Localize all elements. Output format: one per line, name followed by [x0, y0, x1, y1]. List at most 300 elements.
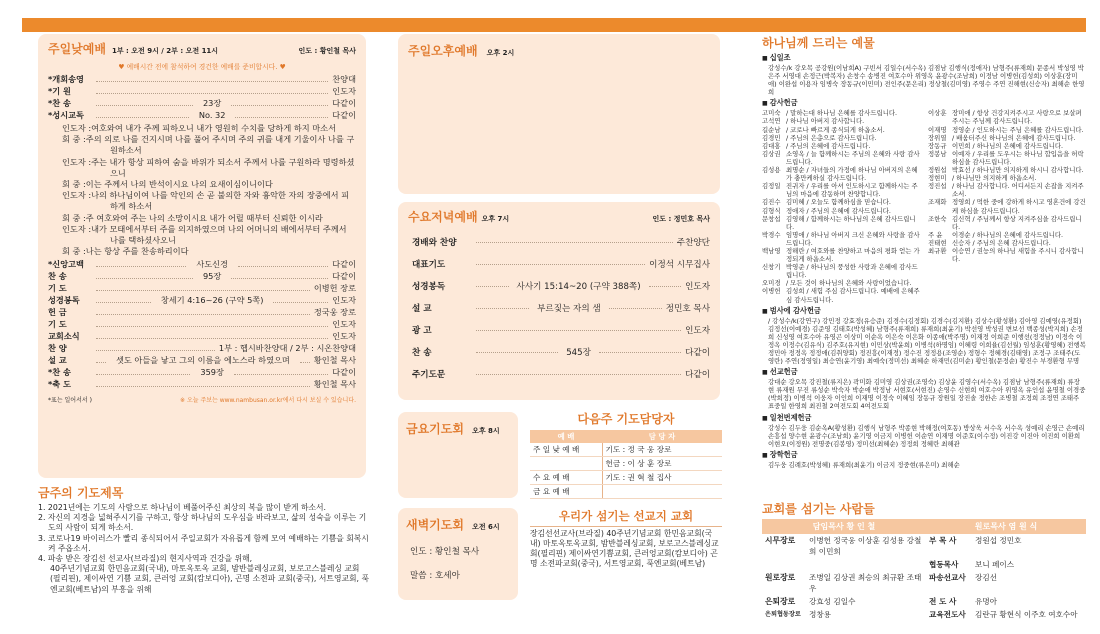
reading-line	[62, 134, 356, 156]
servers-row	[762, 534, 1086, 558]
item-person: 다같이	[685, 370, 710, 380]
leader-dots	[96, 350, 215, 351]
afternoon-service-time: 오후 2시	[486, 49, 515, 57]
thanks-message: 신승자 / 주님의 은혜 감사드립니다.	[952, 238, 1051, 247]
donor-name: 이재명	[928, 125, 947, 134]
donor-name: 정원섭	[928, 166, 947, 175]
thanks-message: / 말하는대 하나님 은혜를 감사드립니다.	[786, 109, 898, 118]
thanks-entry	[762, 215, 922, 231]
duty-service: 금 요 예 배	[530, 485, 602, 499]
role-label: 교육전도사	[929, 610, 966, 619]
role-names: 보니 페이스	[975, 560, 1015, 569]
reader-role: 회 중 :	[62, 246, 86, 257]
role-label	[762, 558, 806, 571]
item-label: 설 교	[412, 304, 432, 314]
offering-names: 강성수 김두웅 김순옥A(황성환) 김행식 남형주 박종현 박해정(여호동) 방상욱 서수옥 서수옥 성예리 손영근 손예리 손흥섭 양수현 윤광수(조남희) 윤기영 이금지 이병헌 이순연 이재명 이준호(이수정) 이진강 이진아 이진희 이환희 이현오(이정원) 전명중(김봉영) 정미선(최혜순) 정정희 정혜란 최해관	[768, 423, 1085, 448]
thanks-entry	[762, 166, 922, 182]
item-label: *축 도	[48, 379, 71, 390]
leader-dots	[96, 386, 310, 387]
thanks-entry	[762, 150, 922, 166]
donor-name: 길순남	[762, 125, 781, 134]
thanks-entry	[762, 126, 922, 134]
leader-dots	[231, 278, 328, 279]
role-names	[806, 558, 926, 571]
prayer-topics-section	[38, 484, 370, 595]
order-row	[48, 74, 356, 86]
item-person: 다같이	[332, 110, 356, 120]
item-person: 다같이	[332, 98, 356, 108]
thanks-message: / 모든 것이 하나님의 은혜와 사랑이었습니다.	[786, 279, 912, 288]
order-row	[48, 319, 356, 331]
dawn-prayer-panel	[398, 508, 518, 600]
leader-dots	[96, 117, 189, 118]
thanks-entry	[928, 126, 1086, 134]
duty-service: 수 요 예 배	[530, 471, 602, 485]
item-person: 인도자	[332, 331, 356, 342]
prayer-topic-item: 40주년기념교회 한민음교회(국내), 마토옥토옥 교회, 밤반블레싱교회, 보로고스블레싱 교회(필리핀), 제이싸연 기쁨 교회, 큰러엉 교회(캄보디아), 곤명 소전파 교회(중국), 서트영교회, 푹엔교회(베트남)의 부흥을 위해	[50, 564, 370, 594]
thanks-message: 임명애 / 하나님 아버지 크신 은혜와 사랑을 감사드립니다.	[786, 230, 920, 247]
donor-name: 김진수	[762, 198, 781, 207]
item-label: 헌 금	[48, 307, 67, 318]
prayer-topics-title: 금주의 기도제목	[38, 486, 124, 500]
duty-table	[530, 430, 722, 499]
donor-name: 고석연	[762, 117, 781, 126]
thanks-message: 이경순 / 하나님의 은혜에 감사드립니다.	[952, 230, 1064, 239]
prayer-topic-item: 4. 파송 받은 장김선 선교사(브라질)의 현지사역과 건강을 위해,	[38, 554, 253, 564]
morning-notice: ♥ 예배시간 전에 참석하여 경건한 예배를 준비합시다. ♥	[118, 63, 286, 71]
item-detail: 셋도 아들을 낳고 그의 이름을 에노스라 하였으며	[116, 355, 290, 366]
leader-dots	[476, 264, 645, 265]
donor-name: 이병헌	[762, 287, 781, 296]
wednesday-order-row	[412, 231, 710, 253]
offering-names: 강성수/k 강오목 공강원(이남희A) 구빈서 김일수(서수옥) 김점남 김행식(정애자) 남형주(류재희) 문종서 박성영 박은주 서영대 손정근(박복자) 손창수 송병진 여호수아 위영옥 윤광수(조남희) 이정남 이병헌(김성희) 이상훈(장미애) 이완섭 이용자 임병숙 장동규(이민미) 전인주(문은리) 정상철(김미영) 주영수 주연 진해현(신승자) 최해순 한영희	[768, 64, 1085, 97]
reading-text: 주는 내가 항상 피하여 숨을 바위가 되소서 주께서 나를 구원하라 명령하셨으니	[91, 156, 355, 178]
donor-name: 정봉남	[928, 149, 947, 158]
leader-dots	[238, 266, 328, 267]
role-names: 김란규 황현식 이주호 여호수아	[975, 610, 1078, 619]
item-label: *기 원	[48, 86, 71, 96]
morning-service-title: 주일낮예배	[48, 42, 106, 56]
role-label: 원로장로	[765, 573, 796, 582]
order-row	[48, 110, 356, 122]
role-names: 정원섭 정민호	[975, 536, 1022, 545]
leader-dots	[599, 352, 681, 353]
item-detail: 창세기 4:16~26 (구약 5쪽)	[160, 295, 264, 306]
mission-churches-title: 우리가 섬기는 선교지 교회	[530, 508, 722, 527]
thanks-message: 최명순 / 자녀들의 가정에 하나님 아버지의 은혜가 충만케하실 감사드립니다.	[786, 166, 918, 183]
prayer-topics-list	[38, 503, 370, 595]
role-label: 은퇴장로	[765, 597, 796, 606]
duty-person: 기도 : 정 국 웅 장로	[602, 443, 722, 457]
prayer-topic-item: 3. 코로나19 바이러스가 빨리 종식되어서 주일교회가 자유롭게 함께 모여 예배하는 기쁨을 회복시켜 주옵소서.	[38, 533, 369, 553]
order-row	[48, 355, 356, 367]
thanks-message: 정영순 / 인도하시는 주님 은혜를 감사드립니다.	[952, 125, 1084, 134]
item-label: 설 교	[48, 355, 67, 366]
offering-names: 강대순 강오목 강진철(류지은) 곽미화 김미영 김상권(조영숙) 김상윤 김영수(서수옥) 김점남 남형주(류재희) 류장현 류재원 무진 류성순 박숙자 박순애 박정남 서현호(서현진) 손영수 신현희 여호수아 위영옥 유인섭 윤명철 이경중(박희정) 이병석 이웅자 이인희 이재명 이정숙 이혜임 장동규 장원일 장진솔 정한손 조병철 조정희 조정연 조태주 표중일 한영희 최진철 2여전도회 4여전도회	[768, 378, 1086, 411]
role-label: 시무장로	[765, 536, 796, 545]
donor-name: 장동규	[928, 141, 947, 150]
reading-line	[62, 179, 356, 190]
thanks-message: 정영희 / 먹한 중에 강하게 하시고 영혼건에 강건케 하심을 감사드립니다.	[952, 198, 1086, 215]
prayer-topic-item: 1. 2021년에는 기도의 사람으로 하나님이 베풀어주신 최상의 복을 많이 받게 하소서.	[38, 503, 327, 512]
dawn-prayer-scripture: 말씀 : 호세아	[410, 571, 460, 581]
thanks-entry	[928, 150, 1086, 166]
donor-name: 조재화	[928, 198, 947, 207]
leader-dots	[96, 266, 186, 267]
morning-service-panel	[38, 34, 366, 478]
role-label: 파송선교사	[929, 573, 966, 582]
wednesday-order-row	[412, 319, 710, 341]
duty-service: 주 일 낮 예 배	[530, 443, 602, 457]
order-of-worship-top	[48, 74, 356, 122]
role-names: 유명아	[975, 597, 998, 606]
donor-name: 김대홍	[762, 141, 781, 150]
donor-name: 주 윤	[928, 230, 943, 239]
duty-row	[530, 443, 722, 457]
wednesday-order-row	[412, 253, 710, 275]
reader-role: 회 중 :	[62, 179, 86, 190]
duty-row	[530, 485, 722, 499]
standing-note: *표는 일어서서 )	[48, 397, 92, 405]
offering-heading: ■ 십일조	[762, 53, 1086, 63]
donor-name: 문창섭	[762, 214, 781, 223]
item-person: 인도자	[332, 86, 356, 96]
reading-text: 주 여호와여 주는 나의 소망이시요 내가 어릴 때부터 신뢰한 이시라	[85, 212, 323, 223]
thanks-message: 장미애 / 항상 건강지켜주시고 사랑으로 보살펴 주시는 주님께 감사드립니다.	[952, 109, 1082, 126]
item-label: *개회송영	[48, 74, 84, 84]
leader-dots	[300, 362, 310, 363]
reading-line	[62, 246, 356, 257]
prayer-topic-item: 2. 자신의 지경을 넓혀주시기를 구하고, 항상 하나님의 도우심을 바라보고, 삶의 성숙을 이루는 기도의 사람이 되게 하소서.	[38, 513, 367, 533]
duty-person: 헌금 : 이 상 훈 장로	[602, 457, 722, 471]
order-row	[48, 367, 356, 379]
order-row	[48, 331, 356, 343]
offering-names: / 강성수/k(강연구) 강민정 강효정(유승준) 김경수(김정회) 김경수(김지환) 김상수(황성환) 김아영 김예영(유정회) 김정선(이예경) 김준영 김태호(박성혜) 남형주(류재희) 류재희(최윤기) 박선영 박성권 변보선 백종성(박지희) 손정희 신성영 여호수아 유영곤 이상미 이순옥 이은숙 이은화 이종애(박주명) 이재정 이희준 이행선(정정남) 이정숙 이정옥 이정수(김유식) 김주호(유지현) 이민상(박윤희) 이병석(하명임) 이혜령 이희율(김선월) 임성훈(황영혜) 전행복 정민아 정정옥 정정애(김취양회) 정진흥(이재정) 정수진 정정용(조영순) 정형수 정혜경(김태영) 조정구 조태주(도영란) 주연(정영일) 최승연(윤기영) 최예숙(정미선) 최혜순 하재민(김미순) 황인철(문정순) 황진수 부경환형 무명	[768, 316, 1086, 366]
wednesday-order-row	[412, 297, 710, 319]
role-names: 조병일 김상권 최승의 최규환 조태우	[809, 573, 922, 593]
item-label: *성시교독	[48, 110, 84, 120]
wednesday-service-title: 수요저녁예배	[408, 210, 478, 224]
role-names: 강효성 김일수	[809, 597, 856, 606]
thanks-entry	[762, 263, 922, 279]
servers-table	[762, 519, 1086, 621]
thanks-entry	[928, 239, 1086, 247]
donor-name: 박경수	[762, 230, 781, 239]
dawn-prayer-title: 새벽기도회	[406, 518, 464, 532]
thanks-entry	[762, 142, 922, 150]
item-label: 대표기도	[412, 260, 446, 270]
item-person: 인도자	[332, 295, 356, 306]
wednesday-service-leader: 인도 : 정민호 목사	[652, 215, 710, 223]
thanks-entry	[928, 247, 1086, 263]
thanks-message: / 주님의 은총으로 감사드립니다.	[786, 133, 877, 142]
item-detail: 사도신경	[196, 259, 228, 270]
thanks-entry	[762, 287, 922, 303]
wednesday-service-time: 오후 7시	[481, 215, 510, 223]
order-row	[48, 259, 356, 271]
reader-role: 인도자 :	[62, 156, 92, 167]
thanks-message: 박영준 / 하나님의 풍성한 사랑과 은혜에 감사드립니다.	[786, 263, 918, 280]
item-detail: No. 32	[198, 110, 226, 120]
role-names: 이병헌 정국웅 이상훈 김성용 강철희 이민희	[809, 536, 922, 556]
church-servers-title: 교회를 섬기는 사람들	[762, 502, 875, 516]
item-person: 정민호 목사	[665, 304, 711, 314]
website-note: ※ 오늘 주보는 www.nambusan.or.kr에서 다시 보실 수 있습니다.	[180, 397, 356, 405]
thanks-message: 김미혜 / 오늘도 함께하심을 믿습니다.	[786, 198, 891, 207]
donor-name: 김정일	[762, 182, 781, 191]
afternoon-service-title: 주일오후예배	[408, 44, 478, 58]
item-label: *찬 송	[48, 367, 71, 378]
top-banner-bar	[22, 18, 1086, 32]
friday-prayer-panel	[398, 412, 518, 498]
offering-names: 김두웅 김례호(박성혜) 류재희(최윤기) 이금지 정중현(류은미) 최해순	[768, 460, 960, 469]
order-row	[48, 343, 356, 355]
leader-dots	[273, 302, 328, 303]
thanks-message: 진귀자 / 우리를 아셔 인도하시고 함께하시는 주님의 마음에 감동하며 찬양합니다.	[786, 182, 918, 199]
donor-name: 장위열	[928, 133, 947, 142]
emeritus-pastor-header: 원로목사 염 원 식	[926, 519, 1086, 534]
offering-heading: ■ 장학헌금	[762, 450, 1086, 460]
leader-dots	[96, 302, 151, 303]
item-detail: 23장	[202, 98, 222, 108]
item-detail: 95장	[202, 271, 222, 282]
reading-text: 여호와여 내가 주께 피하오니 내가 영원히 수치를 당하게 하지 마소서	[91, 123, 336, 133]
item-person: 인도자	[685, 326, 710, 336]
next-week-duty-section	[530, 410, 722, 499]
item-person: 다같이	[332, 259, 356, 270]
reading-line	[62, 212, 356, 224]
servers-row	[762, 558, 1086, 571]
donor-name: 정현미	[928, 174, 947, 183]
reading-line	[62, 156, 356, 179]
thanks-message: 김성희 / 새힘 주심 감사드립니다. 예배에 은혜주심 감사드립니다.	[786, 287, 920, 304]
item-person: 1부 : 헵시바찬양대 / 2부 : 시온찬양대	[218, 343, 356, 354]
wednesday-service-panel	[398, 202, 720, 400]
item-person: 이병헌 장로	[313, 283, 356, 294]
thanks-message: 소영옥 / 늘 함께하시는 주님의 은혜와 사랑 감사드립니다.	[786, 149, 920, 166]
item-label: 기 도	[48, 283, 67, 294]
offering-heading: ■ 선교헌금	[762, 367, 1086, 377]
leader-dots	[96, 93, 328, 94]
responsive-reading	[48, 123, 356, 257]
donor-name: 김경민	[762, 133, 781, 142]
leader-dots	[649, 286, 682, 287]
leader-dots	[234, 374, 328, 375]
item-label: 찬 송	[412, 348, 432, 358]
thanks-entry	[928, 174, 1086, 182]
dawn-prayer-leader: 인도 : 황인철 목사	[410, 547, 480, 557]
item-label: 찬 양	[48, 343, 67, 354]
role-label: 부 목 사	[929, 536, 957, 545]
item-person: 정국웅 장로	[313, 307, 356, 318]
thanks-message: / 코로나 빠르게 종식되게 하옵소서.	[786, 125, 885, 134]
donor-name: 김성용	[762, 166, 781, 175]
thanks-entry	[928, 198, 1086, 214]
item-label: 찬 송	[48, 271, 67, 282]
order-row	[48, 86, 356, 98]
thanks-message: 정해란 / 여호와를 찬양하고 마음의 평화 얻는 가정되게 하옵소서.	[786, 246, 920, 264]
thanks-offering-heading: ■ 감사헌금	[762, 98, 1086, 108]
leader-dots	[476, 242, 673, 243]
duty-row	[530, 471, 722, 485]
order-row	[48, 307, 356, 319]
dawn-prayer-time: 오전 6시	[472, 523, 500, 531]
item-detail: 사사기 15:14~20 (구약 388쪽)	[516, 282, 641, 292]
leader-dots	[235, 117, 328, 118]
offering-heading: ■ 범사에 감사헌금	[762, 306, 1086, 316]
offering-heading: ■ 일천번제헌금	[762, 413, 1086, 423]
thanks-offering-list-left	[762, 109, 922, 303]
leader-dots	[609, 308, 662, 309]
duty-person	[602, 485, 722, 499]
wednesday-order	[408, 231, 710, 385]
thanks-entry	[762, 117, 922, 125]
item-person: 황인철 목사	[313, 379, 356, 390]
reading-line	[62, 190, 356, 212]
leader-dots	[96, 105, 193, 106]
thanks-message: 김신혁 / 주님께서 항상 지켜주심을 감사드립니다.	[952, 214, 1082, 231]
thanks-message: 이예자 / 우리를 도우시는 하나님 합입음을 허락하심을 감사드립니다.	[952, 149, 1084, 166]
leader-dots	[96, 326, 328, 327]
item-label: 성경봉독	[412, 282, 446, 292]
item-person: 주찬양단	[676, 238, 710, 248]
leader-dots	[476, 374, 681, 375]
thanks-entry	[762, 134, 922, 142]
reader-role: 회 중 :	[62, 134, 86, 145]
item-person: 다같이	[332, 367, 356, 378]
thanks-message: 김영해 / 함께하시는 하나님의 은혜 감사드립니다.	[786, 214, 916, 231]
leader-dots	[476, 308, 529, 309]
morning-service-times: 1부 : 오전 9시 / 2부 : 오전 11시	[111, 47, 219, 55]
donor-name: 신창기	[762, 263, 781, 272]
next-week-duty-title: 다음주 기도담당자	[577, 412, 675, 426]
reading-text: 주의 의로 나를 건지시며 나를 풀어 주시며 주의 귀를 내게 기울이사 나를 구원하소서	[85, 134, 355, 156]
order-row	[48, 295, 356, 307]
servers-row	[762, 595, 1086, 608]
mission-churches-section	[530, 508, 722, 569]
role-label: 은퇴협동장로	[765, 611, 801, 618]
wednesday-order-row	[412, 363, 710, 385]
item-detail: 부르짖는 자의 샘	[537, 304, 601, 314]
thanks-entry	[762, 247, 922, 263]
donor-name: 정진섭	[928, 182, 947, 191]
thanks-message: 박효선 / 하나님만 의지하게 하시니 감사합니다.	[952, 166, 1084, 175]
thanks-entry	[762, 182, 922, 198]
order-row	[48, 379, 356, 391]
thanks-entry	[928, 134, 1086, 142]
afternoon-service-panel	[398, 34, 720, 194]
item-person: 이정석 시무집사	[649, 260, 710, 270]
thanks-entry	[762, 207, 922, 215]
servers-row	[762, 571, 1086, 595]
donor-name: 최규환	[928, 246, 947, 255]
reading-text: 이는 주께서 나의 반석이시요 나의 요새이심이니이다	[85, 179, 273, 190]
item-label: 교회소식	[48, 331, 80, 342]
role-names: 장김선	[975, 573, 998, 582]
leader-dots	[96, 81, 328, 82]
item-detail: 545장	[566, 348, 591, 358]
donor-name: 김형식	[762, 206, 781, 215]
thanks-message: / 배움터주신 하나님의 은혜에 감사드립니다.	[952, 133, 1076, 142]
leader-dots	[476, 330, 681, 331]
donor-name: 백남영	[762, 246, 781, 255]
thanks-message: / 하나님만 의지하게 하옵소서.	[952, 174, 1037, 183]
tithe-section	[762, 53, 1086, 96]
item-label: 광 고	[412, 326, 432, 336]
thanks-message: / 하나님 감사합니다. 어디서든지 손잡을 지켜주소서.	[952, 182, 1084, 199]
thanks-entry	[928, 109, 1086, 125]
thanks-message: / 하나님 아버지 감사합니다.	[786, 117, 865, 126]
donor-name: 진태현	[928, 238, 947, 247]
thanks-entry	[762, 231, 922, 247]
servers-row	[762, 608, 1086, 621]
item-label: 주기도문	[412, 370, 446, 380]
donor-name: 조한숙	[928, 214, 947, 223]
item-label: 기 도	[48, 319, 67, 330]
reading-text: 나의 하나님이여 나를 악인의 손 곧 불의한 자와 흉악한 자의 장중에서 피하게 하소서	[91, 190, 350, 212]
thanks-entry	[928, 166, 1086, 174]
reading-text: 나는 항상 주를 찬송하리이다	[85, 246, 189, 257]
item-person: 다같이	[685, 348, 710, 358]
leader-dots	[231, 105, 328, 106]
role-label: 전 도 사	[929, 597, 957, 606]
order-row	[48, 271, 356, 283]
item-person: 황인철 목사	[313, 355, 356, 366]
reading-line	[62, 223, 356, 246]
item-label: 경배와 찬양	[412, 238, 457, 248]
leader-dots	[96, 338, 328, 339]
leader-dots	[476, 352, 558, 353]
donor-name: 이상훈	[928, 109, 947, 118]
leader-dots	[96, 290, 310, 291]
item-label: *찬 송	[48, 98, 71, 108]
thanks-message: 이승연 / 권능의 하나님 새힘을 주시니 감사합니다.	[952, 246, 1084, 264]
duty-service	[530, 457, 602, 471]
friday-prayer-title: 금요기도회	[406, 422, 464, 436]
thanks-entry	[928, 182, 1086, 198]
other-offerings	[762, 306, 1086, 469]
thanks-offering-list-right	[928, 109, 1086, 303]
senior-pastor-header: 담임목사 황 인 철	[762, 519, 926, 534]
leader-dots	[476, 286, 509, 287]
reader-role: 인도자 :	[62, 123, 92, 133]
thanks-entry	[928, 231, 1086, 239]
duty-row	[530, 457, 722, 471]
duty-head-person: 담 당 자	[602, 430, 722, 443]
thanks-entry	[928, 215, 1086, 231]
reader-role: 인도자 :	[62, 223, 92, 234]
leader-dots	[96, 314, 310, 315]
leader-dots	[96, 374, 190, 375]
thanks-message: / 주님의 은혜에 감사드립니다.	[786, 141, 871, 150]
thanks-message: 이민희 / 하나님의 은혜에 감사드립니다.	[952, 141, 1064, 150]
duty-head-service: 예 배	[530, 430, 602, 443]
mission-churches-list: 장김선선교사(브라질) 40주년기념교회 한민음교회(국내) 마토옥토옥교회, 밤반블레싱교회, 보로고스블레싱교회(필리핀) 제이싸연기쁨교회, 큰러엉교회(캄보디아) 곤명 소전파교회(중국), 서트영교회, 푹엔교회(베트남)	[530, 529, 719, 568]
duty-person: 기도 : 권 혁 철 집사	[602, 471, 722, 485]
wednesday-order-row	[412, 341, 710, 363]
donor-name: 오미경	[762, 279, 781, 288]
item-label: 성경봉독	[48, 295, 80, 306]
friday-prayer-time: 오후 8시	[472, 427, 500, 435]
item-person: 다같이	[332, 271, 356, 282]
item-label: *신앙고백	[48, 259, 84, 270]
item-detail: 359장	[200, 367, 224, 378]
role-names: 정창용	[809, 610, 832, 619]
thanks-entry	[928, 142, 1086, 150]
item-person: 찬양대	[332, 74, 356, 84]
offerings-section	[762, 34, 1086, 469]
offerings-title: 하나님께 드리는 예물	[762, 36, 875, 50]
